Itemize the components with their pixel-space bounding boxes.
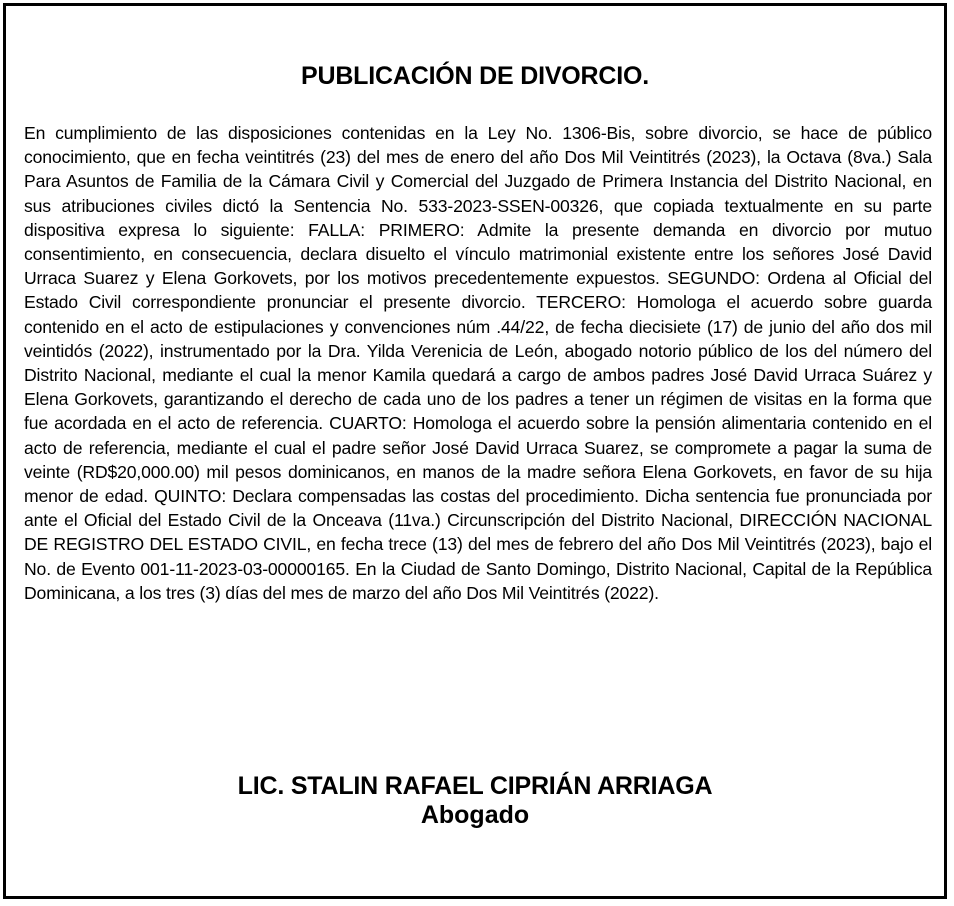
- signature-name: LIC. STALIN RAFAEL CIPRIÁN ARRIAGA: [237, 772, 713, 800]
- document-body: En cumplimiento de las disposiciones contenidas en la Ley No. 1306-Bis, sobre divorcio, se hace de público conocimiento, que en fecha veintitrés (23) del mes de enero del año Dos Mil Veintitrés (2023), la Octava (8va.) Sala Para Asuntos de Familia de la Cámara Civil y Comercial del Juzgado de Primera Instancia del Distrito Nacional, en sus atribuciones civiles dictó la Sentencia No. 533-2023-SSEN-00326, que copiada textualmente en su parte dispositiva expresa lo siguiente: FALLA: PRIMERO: Admite la presente demanda en divorcio por mutuo consentimiento, en consecuencia, declara disuelto el vínculo matrimonial existente entre los señores José David Urraca Suarez y Elena Gorkovets, por los motivos precedentemente expuestos. SEGUNDO: Ordena al Oficial del Estado Civil correspondiente pronunciar el presente divorcio. TERCERO: Homologa el acuerdo sobre guarda contenido en el acto de estipulaciones y convenciones núm .44/22, de fecha diecisiete (17) de junio del año dos mil veintidós (2022), instrumentado por la Dra. Yilda Verenicia de León, abogado notorio público de los del número del Distrito Nacional, mediante el cual la menor Kamila quedará a cargo de ambos padres José David Urraca Suárez y Elena Gorkovets, garantizando el derecho de cada uno de los padres a tener un régimen de visitas en la forma que fue acordada en el acto de referencia. CUARTO: Homologa el acuerdo sobre la pensión alimentaria contenido en el acto de referencia, mediante el cual el padre señor José David Urraca Suarez, se compromete a pagar la suma de veinte (RD$20,000.00) mil pesos dominicanos, en manos de la madre señora Elena Gorkovets, en favor de su hija menor de edad. QUINTO: Declara compensadas las costas del procedimiento. Dicha sentencia fue pronunciada por ante el Oficial del Estado Civil de la Onceava (11va.) Circunscripción del Distrito Nacional, DIRECCIÓN NACIONAL DE REGISTRO DEL ESTADO CIVIL, en fecha trece (13) del mes de febrero del año Dos Mil Veintitrés (2023), bajo el No. de Evento 001-11-2023-03-00000165. En la Ciudad de Santo Domingo, Distrito Nacional, Capital de la República Dominicana, a los tres (3) días del mes de marzo del año Dos Mil Veintitrés (2022).: [24, 123, 932, 603]
- publication-frame: [3, 3, 947, 899]
- document-title: PUBLICACIÓN DE DIVORCIO.: [301, 62, 649, 90]
- signature-block: [6, 772, 944, 830]
- signature-role: Abogado: [420, 801, 530, 829]
